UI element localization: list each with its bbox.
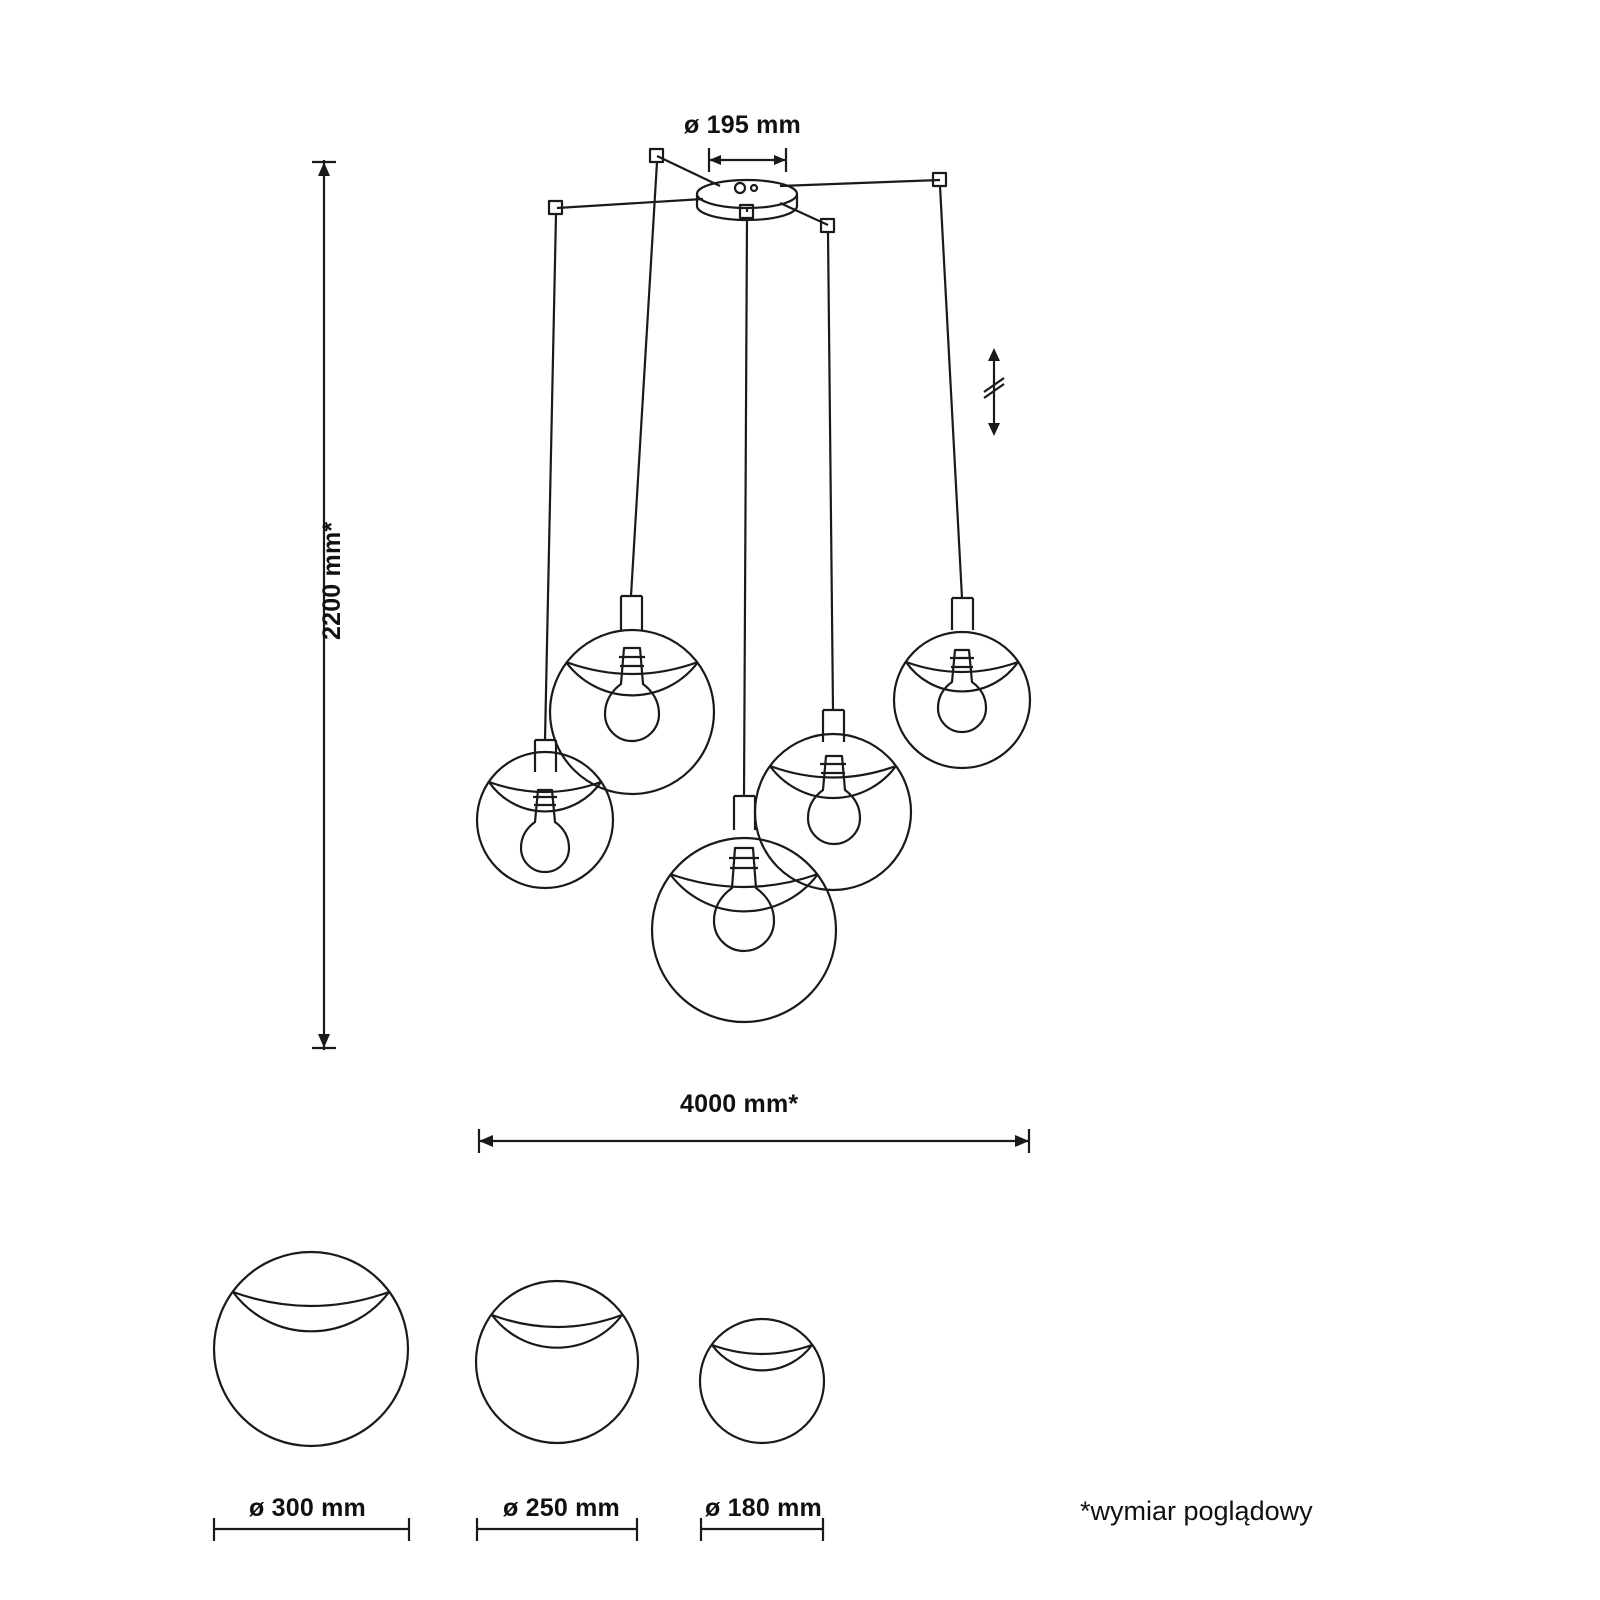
globe-right-upper — [894, 598, 1030, 768]
footnote: *wymiar poglądowy — [1080, 1496, 1313, 1526]
height-label: 2200 mm* — [318, 521, 346, 640]
adjustable-length-symbol — [984, 348, 1004, 436]
canopy-diameter-label: ø 195 mm — [684, 111, 801, 139]
legend-label-250: ø 250 mm — [503, 1494, 620, 1522]
globe-right-lower — [755, 710, 911, 890]
globe-left-lower — [477, 740, 613, 888]
width-dimension — [478, 1129, 1030, 1153]
globe-center-lower — [652, 796, 836, 1022]
width-label: 4000 mm* — [680, 1090, 799, 1118]
legend-label-300: ø 300 mm — [249, 1494, 366, 1522]
canopy-diameter-dimension — [709, 148, 786, 172]
legend-label-180: ø 180 mm — [705, 1494, 822, 1522]
globe-left-upper — [550, 596, 714, 794]
